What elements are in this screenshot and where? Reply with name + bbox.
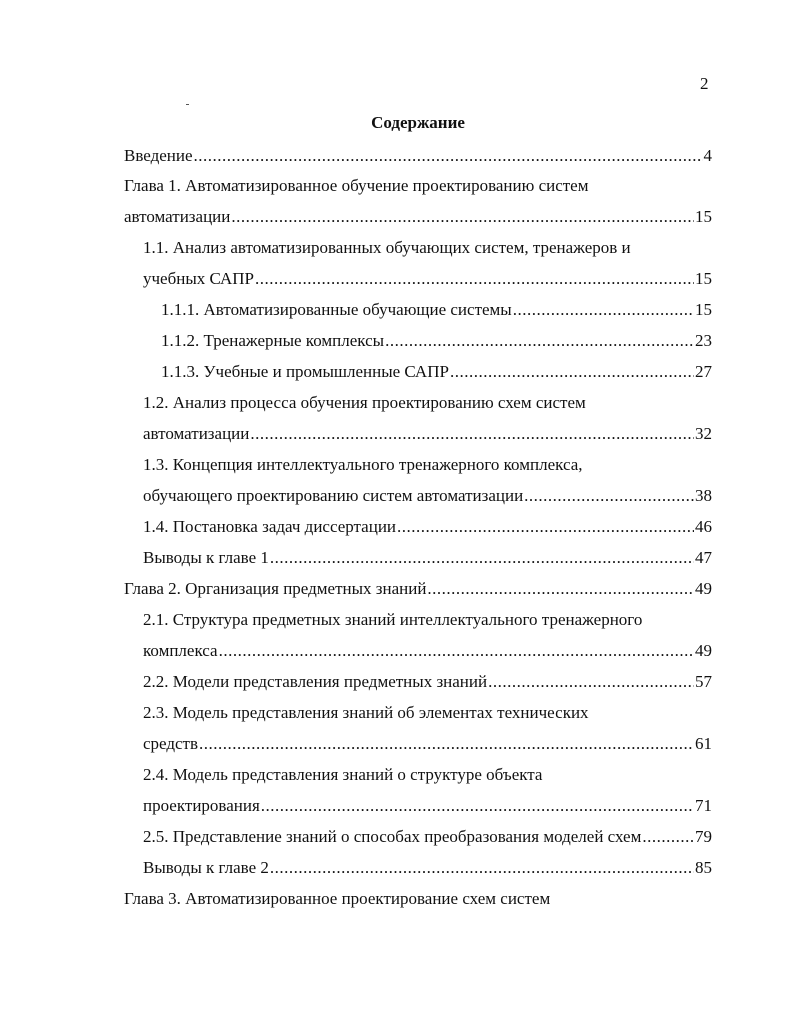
- toc-entry-text: 1.1.2. Тренажерные комплексы: [161, 331, 385, 350]
- toc-entry-text: Выводы к главе 2: [143, 858, 269, 877]
- toc-entry: [143, 640, 712, 662]
- dot-leader: [199, 733, 694, 755]
- toc-entry-text: автоматизации: [143, 424, 250, 443]
- toc-entry-page: 15: [695, 300, 712, 319]
- dot-leader: [385, 330, 694, 352]
- toc-entry: [143, 423, 712, 445]
- toc-entry-text: проектирования: [143, 796, 260, 815]
- toc-entry-text: 2.1. Структура предметных знаний интеллектуального тренажерного: [143, 610, 643, 629]
- toc-title: Содержание: [371, 113, 465, 132]
- toc-entry-text: 2.3. Модель представления знаний об элементах технических: [143, 703, 589, 722]
- toc-entry: [143, 795, 712, 817]
- toc-entry: [124, 206, 712, 228]
- toc-entry-text: учебных САПР: [143, 269, 255, 288]
- dot-leader: [488, 671, 694, 693]
- dot-leader: [261, 795, 694, 817]
- toc-entry: [143, 764, 542, 786]
- toc-entry-text: Выводы к главе 1: [143, 548, 269, 567]
- toc-entry-text: Глава 1. Автоматизированное обучение проектированию систем: [124, 176, 589, 195]
- toc-entry-text: Глава 3. Автоматизированное проектирование схем систем: [124, 889, 551, 908]
- dot-leader: [194, 145, 703, 167]
- toc-entry: [143, 516, 712, 538]
- dot-leader: [250, 423, 694, 445]
- toc-entry-page: 47: [695, 548, 712, 567]
- toc-entry-page: 61: [695, 734, 712, 753]
- toc-entry-page: 85: [695, 858, 712, 877]
- toc-entry: [124, 888, 550, 910]
- toc-entry-text: 1.4. Постановка задач диссертации: [143, 517, 397, 536]
- dot-leader: [397, 516, 694, 538]
- toc-entry: [143, 237, 631, 259]
- dot-leader: [255, 268, 694, 290]
- toc-entry-text: обучающего проектированию систем автоматизации: [143, 486, 524, 505]
- toc-entry-page: 71: [695, 796, 712, 815]
- toc-entry: [124, 175, 589, 197]
- dot-leader: [219, 640, 694, 662]
- toc-entry: [143, 547, 712, 569]
- dot-leader: [642, 826, 694, 848]
- toc-entry-text: 1.2. Анализ процесса обучения проектированию схем систем: [143, 393, 586, 412]
- toc-entry-page: 4: [703, 146, 712, 165]
- toc-entry-text: 1.3. Концепция интеллектуального тренажерного комплекса,: [143, 455, 583, 474]
- toc-entry-page: 27: [695, 362, 712, 381]
- toc-entry: [161, 299, 712, 321]
- toc-entry-page: 46: [695, 517, 712, 536]
- toc-entry-page: 15: [695, 207, 712, 226]
- toc-entry: [124, 578, 712, 600]
- toc-entry-page: 49: [695, 579, 712, 598]
- toc-entry-text: 1.1.1. Автоматизированные обучающие системы: [161, 300, 512, 319]
- toc-entry-page: 79: [695, 827, 712, 846]
- toc-entry-page: 23: [695, 331, 712, 350]
- toc-entry: [143, 485, 712, 507]
- toc-entry: [161, 330, 712, 352]
- toc-entry: [143, 857, 712, 879]
- toc-entry-text: 2.4. Модель представления знаний о структуре объекта: [143, 765, 543, 784]
- toc-entry-page: 38: [695, 486, 712, 505]
- dot-leader: [450, 361, 694, 383]
- toc-entry-text: Введение: [124, 146, 193, 165]
- toc-entry-text: комплекса: [143, 641, 218, 660]
- toc-entry-page: 32: [695, 424, 712, 443]
- toc-entry: [124, 145, 712, 167]
- toc-entry-text: 2.5. Представление знаний о способах преобразования моделей схем: [143, 827, 642, 846]
- toc-entry-page: 57: [695, 672, 712, 691]
- dot-leader: [513, 299, 694, 321]
- page-number: 2: [700, 74, 709, 93]
- toc-entry-text: 1.1.3. Учебные и промышленные САПР: [161, 362, 449, 381]
- dot-leader: [524, 485, 694, 507]
- toc-entry: [143, 702, 589, 724]
- toc-entry: [143, 454, 583, 476]
- toc-entry-text: автоматизации: [124, 207, 231, 226]
- toc-entry-text: 2.2. Модели представления предметных знаний: [143, 672, 488, 691]
- dot-leader: [231, 206, 694, 228]
- toc-entry: [143, 671, 712, 693]
- toc-entry-page: 49: [695, 641, 712, 660]
- toc-entry: [143, 826, 712, 848]
- toc-entry-text: 1.1. Анализ автоматизированных обучающих систем, тренажеров и: [143, 238, 631, 257]
- toc-entry: [143, 268, 712, 290]
- dot-leader: [270, 547, 694, 569]
- dot-leader: [427, 578, 694, 600]
- scan-speck: [186, 104, 189, 105]
- toc-entry: [161, 361, 712, 383]
- toc-entry-text: средств: [143, 734, 199, 753]
- toc-entry: [143, 392, 586, 414]
- toc-entry: [143, 609, 642, 631]
- dot-leader: [270, 857, 694, 879]
- toc-entry: [143, 733, 712, 755]
- toc-entry-text: Глава 2. Организация предметных знаний: [124, 579, 427, 598]
- toc-entry-page: 15: [695, 269, 712, 288]
